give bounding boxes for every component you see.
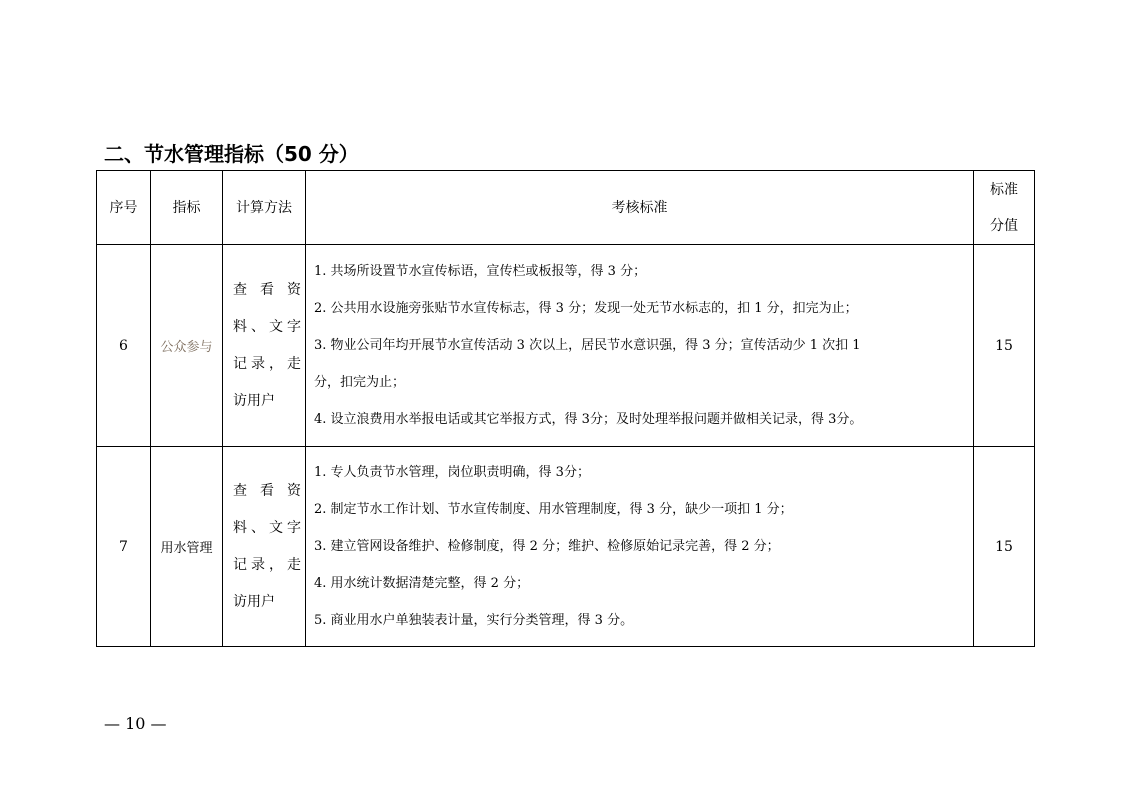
header-score-line1: 标准 bbox=[990, 181, 1018, 198]
row-method: 查看资料、文字记录，走访用户 bbox=[223, 245, 306, 447]
row-criteria bbox=[306, 245, 974, 447]
table-header-row bbox=[97, 171, 1035, 245]
header-method: 计算方法 bbox=[223, 171, 306, 245]
header-criteria: 考核标准 bbox=[306, 171, 974, 245]
row-seq: 6 bbox=[97, 245, 151, 447]
criteria-line: 1. 共场所设置节水宣传标语，宣传栏或板报等，得 3 分； bbox=[314, 264, 647, 279]
header-seq: 序号 bbox=[97, 171, 151, 245]
table-row bbox=[97, 447, 1035, 647]
criteria-line: 3. 建立管网设备维护、检修制度，得 2 分；维护、检修原始记录完善，得 2 分； bbox=[314, 539, 780, 554]
criteria-line: 3. 物业公司年均开展节水宣传活动 3 次以上，居民节水意识强，得 3 分；宣传活动少 1 次扣 1 bbox=[314, 338, 861, 353]
criteria-line: 1. 专人负责节水管理，岗位职责明确，得 3分； bbox=[314, 465, 590, 480]
row-score: 15 bbox=[974, 447, 1035, 647]
header-score bbox=[974, 171, 1035, 245]
header-score-line2: 分值 bbox=[990, 217, 1018, 234]
row-seq: 7 bbox=[97, 447, 151, 647]
indicators-table bbox=[96, 170, 1035, 647]
criteria-line: 4. 用水统计数据清楚完整，得 2 分； bbox=[314, 576, 530, 591]
section-title: 二、节水管理指标（50 分） bbox=[104, 142, 359, 166]
row-indicator: 用水管理 bbox=[151, 447, 223, 647]
criteria-line: 分，扣完为止； bbox=[314, 375, 406, 390]
criteria-line: 2. 制定节水工作计划、节水宣传制度、用水管理制度，得 3 分，缺少一项扣 1 分； bbox=[314, 502, 793, 517]
row-criteria bbox=[306, 447, 974, 647]
page-number: — 10 — bbox=[104, 714, 167, 733]
row-score: 15 bbox=[974, 245, 1035, 447]
criteria-line: 5. 商业用水户单独装表计量，实行分类管理，得 3 分。 bbox=[314, 613, 634, 628]
criteria-line: 4. 设立浪费用水举报电话或其它举报方式，得 3分；及时处理举报问题并做相关记录，得 3分。 bbox=[314, 412, 863, 427]
row-indicator: 公众参与 bbox=[151, 245, 223, 447]
table-row bbox=[97, 245, 1035, 447]
row-method: 查看资料、文字记录，走访用户 bbox=[223, 447, 306, 647]
header-indicator: 指标 bbox=[151, 171, 223, 245]
criteria-line: 2. 公共用水设施旁张贴节水宣传标志，得 3 分；发现一处无节水标志的，扣 1 分，扣完为止； bbox=[314, 301, 858, 316]
